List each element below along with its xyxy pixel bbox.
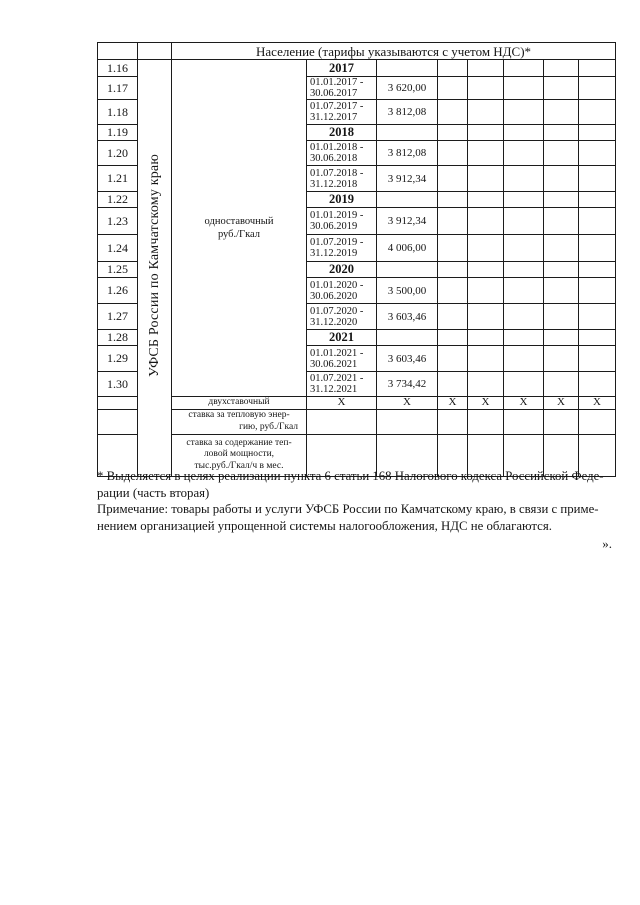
energy-rate-line1: ставка за тепловую энер-	[188, 410, 290, 420]
empty-cell	[438, 346, 468, 372]
period-start: 01.07.2019 -	[310, 237, 364, 248]
period-end: 31.12.2020	[310, 316, 358, 328]
period-cell	[307, 372, 377, 397]
tariff-value: 3 500,00	[377, 278, 438, 304]
period-end: 30.06.2021	[310, 358, 358, 370]
x-mark: X	[438, 397, 468, 410]
empty-cell	[438, 304, 468, 330]
empty-cell	[377, 262, 438, 278]
empty-cell	[579, 125, 616, 141]
empty-cell	[544, 409, 579, 434]
empty-cell	[468, 100, 504, 125]
row-number: 1.17	[98, 77, 138, 100]
x-mark: X	[579, 397, 616, 410]
empty-cell	[438, 409, 468, 434]
empty-cell	[377, 409, 438, 434]
table-row	[98, 409, 616, 434]
tariff-value: 3 812,08	[377, 100, 438, 125]
year-cell: 2021	[307, 330, 377, 346]
empty-cell	[579, 100, 616, 125]
empty-cell	[544, 208, 579, 235]
capacity-rate-line2: ловой мощности,	[203, 449, 275, 460]
empty-cell	[438, 278, 468, 304]
row-number: 1.28	[98, 330, 138, 346]
empty-cell	[438, 208, 468, 235]
empty-cell	[438, 235, 468, 262]
empty-cell	[438, 372, 468, 397]
empty-cell	[579, 278, 616, 304]
row-number: 1.16	[98, 60, 138, 77]
empty-cell	[579, 77, 616, 100]
asterisk-note-line1: * Выделяется в целях реализации пункта 6 статьи 168 Налогового кодекса Российской Феде-	[97, 469, 604, 483]
empty-cell	[544, 166, 579, 192]
empty-cell	[438, 141, 468, 166]
empty-cell	[579, 60, 616, 77]
empty-cell	[307, 409, 377, 434]
row-number: 1.24	[98, 235, 138, 262]
empty-cell	[544, 278, 579, 304]
single-rate-label: одноставочный	[204, 216, 274, 227]
empty-cell	[438, 192, 468, 208]
empty-cell	[504, 77, 544, 100]
period-end: 30.06.2020	[310, 290, 358, 302]
empty-cell	[438, 166, 468, 192]
period-end: 31.12.2021	[310, 384, 358, 395]
empty-cell	[377, 192, 438, 208]
period-cell	[307, 208, 377, 235]
period-cell	[307, 278, 377, 304]
empty-cell	[377, 60, 438, 77]
empty-cell	[504, 192, 544, 208]
x-mark: X	[544, 397, 579, 410]
asterisk-note-line2: рации (часть вторая)	[97, 485, 210, 500]
empty-cell	[504, 100, 544, 125]
empty-cell	[504, 278, 544, 304]
tariff-value: 3 912,34	[377, 166, 438, 192]
empty-cell	[579, 166, 616, 192]
period-cell	[307, 235, 377, 262]
period-start: 01.01.2018 -	[310, 142, 364, 153]
empty-cell	[504, 166, 544, 192]
empty-cell	[468, 235, 504, 262]
empty-cell	[468, 192, 504, 208]
empty-cell	[544, 100, 579, 125]
organization-name: УФСБ России по Камчатскому краю	[146, 153, 162, 377]
empty-cell	[579, 235, 616, 262]
empty-cell	[468, 77, 504, 100]
row-number: 1.25	[98, 262, 138, 278]
empty-cell	[438, 77, 468, 100]
period-end: 31.12.2018	[310, 178, 358, 190]
empty-cell	[468, 141, 504, 166]
empty-cell	[438, 60, 468, 77]
empty-cell	[544, 77, 579, 100]
period-cell	[307, 166, 377, 192]
empty-cell	[579, 346, 616, 372]
period-end: 30.06.2018	[310, 153, 358, 164]
row-number: 1.27	[98, 304, 138, 330]
empty-cell	[468, 125, 504, 141]
tariff-value: 3 912,34	[377, 208, 438, 235]
tariff-value: 3 620,00	[377, 77, 438, 100]
capacity-rate-line1: ставка за содержание теп-	[186, 437, 292, 448]
single-rate-unit: руб./Гкал	[217, 229, 261, 240]
empty-cell	[468, 166, 504, 192]
remark-line1: Примечание: товары работы и услуги УФСБ России по Камчатскому краю, в связи с приме-	[97, 502, 599, 517]
empty-cell	[468, 278, 504, 304]
empty-cell	[98, 397, 138, 410]
period-cell	[307, 346, 377, 372]
footnotes	[97, 468, 627, 534]
year-cell: 2020	[307, 262, 377, 278]
tariff-value: 3 603,46	[377, 346, 438, 372]
empty-cell	[544, 346, 579, 372]
period-start: 01.07.2021 -	[310, 373, 364, 384]
empty-cell	[544, 235, 579, 262]
period-cell	[307, 141, 377, 166]
row-number: 1.22	[98, 192, 138, 208]
x-mark: X	[468, 397, 504, 410]
closing-quote: ».	[602, 536, 612, 551]
table-row	[98, 60, 616, 77]
period-cell	[307, 100, 377, 125]
row-number: 1.21	[98, 166, 138, 192]
empty-cell	[438, 262, 468, 278]
empty-cell	[544, 60, 579, 77]
table-row	[98, 397, 616, 410]
empty-cell	[544, 141, 579, 166]
period-end: 31.12.2017	[310, 112, 358, 123]
single-rate-cell	[172, 60, 307, 397]
empty-cell	[579, 304, 616, 330]
period-start: 01.01.2021 -	[310, 347, 364, 359]
empty-cell	[468, 208, 504, 235]
period-start: 01.07.2020 -	[310, 305, 364, 317]
empty-cell	[579, 372, 616, 397]
empty-cell	[504, 60, 544, 77]
organization-cell	[138, 60, 172, 477]
empty-cell	[504, 330, 544, 346]
period-cell	[307, 304, 377, 330]
row-number: 1.18	[98, 100, 138, 125]
x-mark: X	[307, 397, 377, 410]
empty-cell	[377, 125, 438, 141]
period-end: 30.06.2017	[310, 88, 358, 99]
empty-cell	[377, 330, 438, 346]
row-number: 1.23	[98, 208, 138, 235]
year-cell: 2019	[307, 192, 377, 208]
empty-cell	[579, 208, 616, 235]
empty-cell	[98, 43, 138, 60]
tariff-value: 3 812,08	[377, 141, 438, 166]
empty-cell	[544, 372, 579, 397]
row-number: 1.30	[98, 372, 138, 397]
empty-cell	[579, 192, 616, 208]
empty-cell	[504, 235, 544, 262]
x-mark: X	[504, 397, 544, 410]
empty-cell	[468, 60, 504, 77]
year-cell: 2017	[307, 60, 377, 77]
year-cell: 2018	[307, 125, 377, 141]
tariff-value: 4 006,00	[377, 235, 438, 262]
empty-cell	[504, 125, 544, 141]
empty-cell	[544, 125, 579, 141]
period-end: 30.06.2019	[310, 221, 358, 232]
row-number: 1.20	[98, 141, 138, 166]
empty-cell	[504, 141, 544, 166]
empty-cell	[579, 330, 616, 346]
row-number: 1.26	[98, 278, 138, 304]
period-start: 01.01.2020 -	[310, 279, 364, 291]
empty-cell	[544, 330, 579, 346]
empty-cell	[579, 409, 616, 434]
empty-cell	[138, 43, 172, 60]
empty-cell	[98, 409, 138, 434]
remark-line2: нением организацией упрощенной системы налогообложения, НДС не облагаются.	[97, 518, 552, 533]
empty-cell	[468, 330, 504, 346]
tariff-table	[97, 42, 616, 477]
empty-cell	[544, 262, 579, 278]
two-rate-label: двухставочный	[172, 397, 307, 410]
empty-cell	[438, 330, 468, 346]
energy-rate-line2: гию, руб./Гкал	[239, 421, 298, 432]
empty-cell	[504, 262, 544, 278]
energy-rate-label	[172, 409, 307, 434]
empty-cell	[504, 208, 544, 235]
empty-cell	[468, 409, 504, 434]
period-start: 01.01.2019 -	[310, 210, 364, 221]
row-number: 1.19	[98, 125, 138, 141]
empty-cell	[504, 372, 544, 397]
capacity-rate-line3: тыс.руб./Гкал/ч в мес.	[194, 460, 284, 471]
empty-cell	[544, 192, 579, 208]
empty-cell	[438, 125, 468, 141]
empty-cell	[579, 141, 616, 166]
empty-cell	[468, 372, 504, 397]
period-start: 01.07.2018 -	[310, 167, 364, 179]
empty-cell	[468, 304, 504, 330]
empty-cell	[544, 304, 579, 330]
empty-cell	[504, 409, 544, 434]
table-header: Население (тарифы указываются с учетом НДС)*	[172, 43, 616, 60]
empty-cell	[504, 346, 544, 372]
empty-cell	[468, 262, 504, 278]
period-end: 31.12.2019	[310, 248, 358, 259]
empty-cell	[579, 262, 616, 278]
period-start: 01.07.2017 -	[310, 101, 364, 112]
empty-cell	[504, 304, 544, 330]
x-mark: X	[377, 397, 438, 410]
tariff-value: 3 734,42	[377, 372, 438, 397]
row-number: 1.29	[98, 346, 138, 372]
period-cell	[307, 77, 377, 100]
empty-cell	[438, 100, 468, 125]
empty-cell	[468, 346, 504, 372]
tariff-value: 3 603,46	[377, 304, 438, 330]
period-start: 01.01.2017 -	[310, 77, 364, 88]
